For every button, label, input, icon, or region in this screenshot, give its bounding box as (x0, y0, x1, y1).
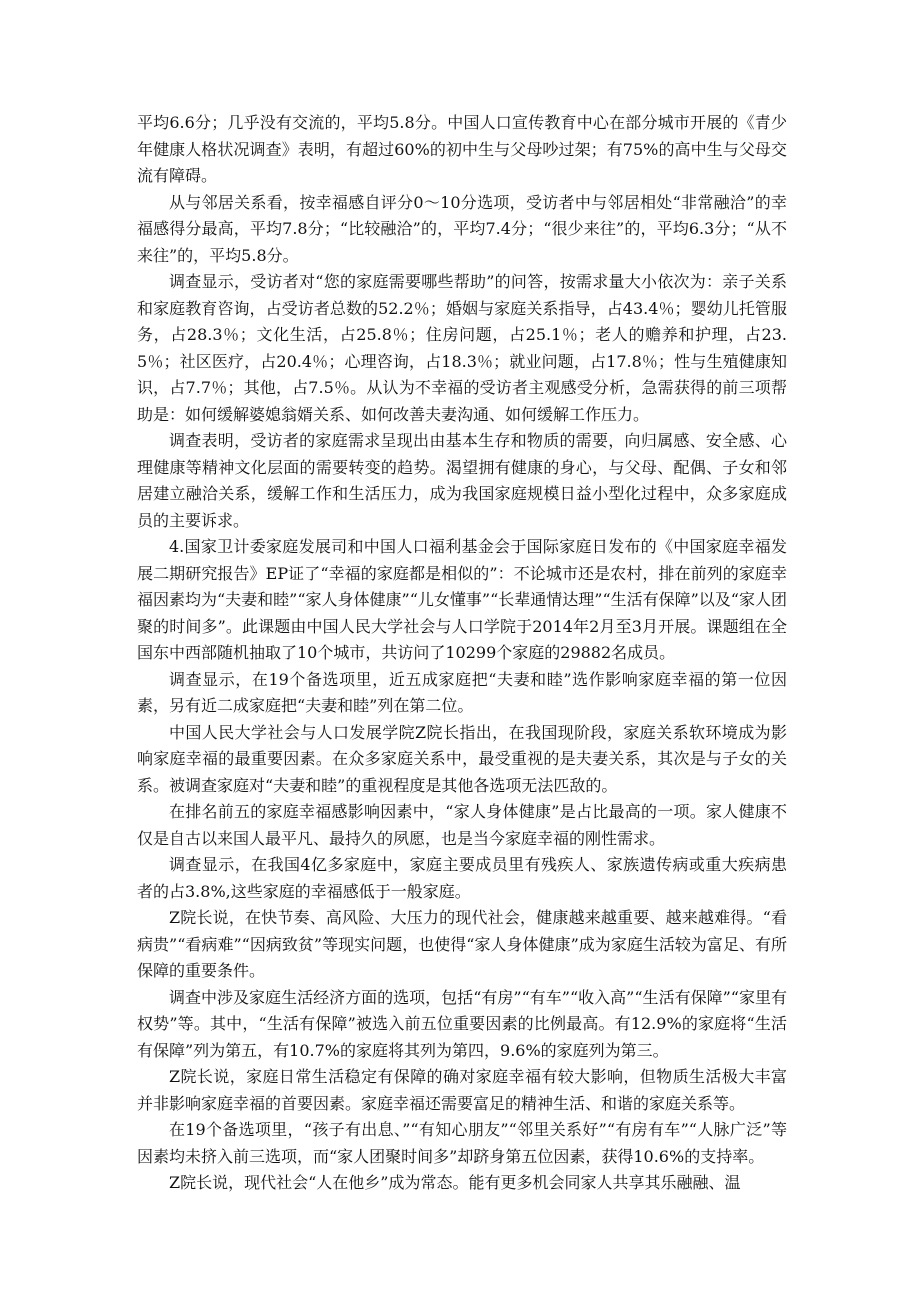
paragraph-9: 调查显示，在我国4亿多家庭中，家庭主要成员里有残疾人、家族遗传病或重大疾病患者的占3.8%,这些家庭的幸福感低于一般家庭。 (137, 855, 787, 901)
paragraph-11: 调查中涉及家庭生活经济方面的选项，包括“有房”“有车”“收入高”“生活有保障”“家里有权势”等。其中，“生活有保障”被选入前五位重要因素的比例最高。有12.9%的家庭将“生活有保障”列为第五，有10.7%的家庭将其列为第四，9.6%的家庭列为第三。 (137, 987, 787, 1060)
paragraph-8: 在排名前五的家庭幸福感影响因素中，“家人身体健康”是占比最高的一项。家人健康不仅是自古以来国人最平凡、最持久的夙愿，也是当今家庭幸福的刚性需求。 (137, 802, 787, 848)
paragraph-7: 中国人民大学社会与人口发展学院Z院长指出，在我国现阶段，家庭关系软环境成为影响家庭幸福的最重要因素。在众多家庭关系中，最受重视的是夫妻关系，其次是与子女的关系。被调查家庭对“夫妻和睦”的重视程度是其他各选项无法匹敌的。 (137, 722, 787, 795)
paragraph-4: 调查表明，受访者的家庭需求呈现出由基本生存和物质的需要，向归属感、安全感、心理健康等精神文化层面的需要转变的趋势。渴望拥有健康的身心，与父母、配偶、子女和邻居建立融洽关系，缓解工作和生活压力，成为我国家庭规模日益小型化过程中，众多家庭成员的主要诉求。 (137, 431, 787, 530)
paragraph-1: 平均6.6分；几乎没有交流的，平均5.8分。中国人口宣传教育中心在部分城市开展的《青少年健康人格状况调查》表明，有超过60%的初中生与父母吵过架；有75%的高中生与父母交流有障碍。 (137, 113, 787, 185)
paragraph-10: Z院长说，在快节奏、高风险、大压力的现代社会，健康越来越重要、越来越难得。“看病贵”“看病难”“因病致贫”等现实问题，也使得“家人身体健康”成为家庭生活较为富足、有所保障的重要条件。 (137, 908, 787, 980)
paragraph-5: 4.国家卫计委家庭发展司和中国人口福利基金会于国际家庭日发布的《中国家庭幸福发展二期研究报告》EP证了“幸福的家庭都是相似的”：不论城市还是农村，排在前列的家庭幸福因素均为“夫妻和睦”“家人身体健康”“儿女懂事”“长辈通情达理”“生活有保障”以及“家人团聚的时间多”。此课题由中国人民大学社会与人口学院于2014年2月至3月开展。课题组在全国东中西部随机抽取了10个城市，共访问了10299个家庭的29882名成员。 (137, 537, 787, 662)
paragraph-2: 从与邻居关系看，按幸福感自评分0～10分选项，受访者中与邻居相处“非常融洽”的幸福感得分最高，平均7.8分；“比较融洽”的，平均7.4分；“很少来往”的，平均6.3分；“从不来往”的，平均5.8分。 (137, 192, 787, 265)
paragraph-13: 在19个备选项里，“孩子有出息、”“有知心朋友”“邻里关系好”“有房有车”“人脉广泛”等因素均未挤入前三选项，而“家人团聚时间多”却跻身第五位因素，获得10.6%的支持率。 (137, 1120, 787, 1166)
paragraph-6: 调查显示，在19个备选项里，近五成家庭把“夫妻和睦”选作影响家庭幸福的第一位因素，另有近二成家庭把“夫妻和睦”列在第二位。 (137, 669, 787, 715)
paragraph-14: Z院长说，现代社会“人在他乡”成为常态。能有更多机会同家人共享其乐融融、温 (169, 1173, 741, 1192)
paragraph-12: Z院长说，家庭日常生活稳定有保障的确对家庭幸福有较大影响，但物质生活极大丰富并非影响家庭幸福的首要因素。家庭幸福还需要富足的精神生活、和谐的家庭关系等。 (137, 1067, 787, 1113)
paragraph-3: 调查显示，受访者对“您的家庭需要哪些帮助”的问答，按需求量大小依次为：亲子关系和家庭教育咨询，占受访者总数的52.2％；婚姻与家庭关系指导，占43.4％；婴幼儿托管服务，占28.3％；文化生活，占25.8％；住房问题，占25.1％；老人的赡养和护理，占23.5％；社区医疗，占20.4％；心理咨询，占18.3％；就业问题，占17.8％；性与生殖健康知识，占7.7％；其他，占7.5％。从认为不幸福的受访者主观感受分析，急需获得的前三项帮助是：如何缓解婆媳翁婿关系、如何改善夫妻沟通、如何缓解工作压力。 (137, 272, 787, 424)
document-body (137, 110, 787, 1197)
